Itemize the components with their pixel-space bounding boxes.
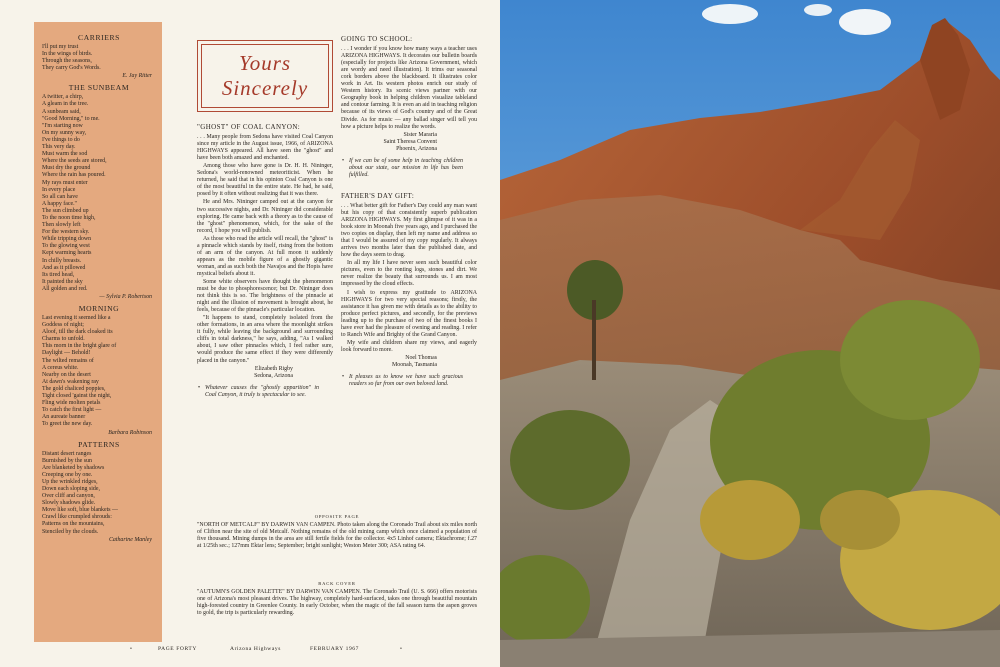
letter-signature-place: Moonah, Tasmania <box>392 361 437 368</box>
editor-note: • Whatever causes the "ghostly apparition" in Coal Canyon, it truly is spectacular to see. <box>205 385 319 399</box>
letter-paragraph: Some white observers have thought the phenomenon must be due to phosphorescence; but Dr. Nininger does not think this is so. The brightness of the pinnacle at night and the illusion of movement is brought about, he feels, because of the pinnacle's particular location. <box>197 278 333 314</box>
golden-shrub <box>820 490 900 550</box>
letter-heading-school: GOING TO SCHOOL: <box>341 35 413 43</box>
poem-author-patterns: Catharine Manley <box>108 536 152 543</box>
poem-text-patterns: Distant desert ranges Burnished by the sun Are blanketed by shadows Creeping one by one. Up the wrinkled ridges, Down each sloping side, Over cliff and canyon, Slowly shadows glide. Move like soft, blue blankets — Crawl like crumpled shrouds: Patterns on the mountains, Stenciled by the clouds. <box>42 450 118 535</box>
footer-magazine-name: Arizona Highways <box>230 646 281 652</box>
poem-text-sunbeam: A twitter, a chirp, A gleam in the tree. A sunbeam said, "Good Morning," to me. "I'm starting now On my sunny way, I've things to do This very day. Must warm the sod Where the seeds are stored, Must dry the ground Where the rain has poured. My rays must enter In every place So all can have A happy face." The sun climbed up To the noon time high, Then slowly left For the western sky. While tripping down To the glowing west Kept warming hearts In chilly breasts. And as it pillowed Its tired head, It painted the sky All golden and red. <box>42 94 107 292</box>
caption-text: "AUTUMN'S GOLDEN PALETTE" BY DARWIN VAN CAMPEN. The Coronado Trail (U. S. 666) offers motorists one of Arizona's most pleasant drives. The highway, completely hard-surfaced, takes one through beautiful mountain high-forested country in Greenlee County. In early October, when the magic of the fall season turns the aspen groves to gold, the trip is particularly rewarding. <box>197 589 477 617</box>
footer-page-number: PAGE FORTY <box>158 646 197 652</box>
canyon-landscape-image <box>500 0 1000 667</box>
opposite-page-caption-block <box>197 513 477 550</box>
cloud <box>839 9 891 35</box>
footer-date: FEBRUARY 1967 <box>310 646 360 652</box>
shrub <box>840 300 980 420</box>
poetry-sidebar <box>34 22 162 642</box>
footer-bullet: • <box>400 646 403 652</box>
landscape-photo <box>500 0 1000 667</box>
footer-bullet: • <box>130 646 133 652</box>
poem-text-carriers: I'll put my trust In the wings of birds. Through the seasons, They carry God's Words. <box>42 44 101 72</box>
letter-signature-org: Saint Theresa Convent <box>383 138 437 145</box>
back-cover-caption-block <box>197 580 477 617</box>
section-title-line2: Sincerely <box>221 76 309 100</box>
letter-paragraph: As those who read the article will recall, the "ghost" is a pinnacle which stands by itself, rising from the bottom of an arm of the canyon. At full moon it suddenly appears as the mobile figure of a ghostly gigantic woman, and as such both the Navajos and the Hopis have mystical beliefs about it. <box>197 235 333 277</box>
poem-text-morning: Last evening it seemed like a Goddess of night; Aloof, till the dark cloaked its Charms to unfold. This morn in the bright glare of Daylight — Behold! The wilted remains of A cereus white. Nearby on the desert At dawn's wakening ray The gold chaliced poppies, Tight closed 'gainst the night, Fling wide molten petals To catch the first light — An aureate banner To greet the new day. <box>42 315 117 428</box>
caption-text: "NORTH OF METCALF" BY DARWIN VAN CAMPEN. Photo taken along the Coronado Trail about six miles north of Clifton near the site of old Metcalf. Nothing remains of the old mining camp which once claimed a population of five thousand. Mining dumps in the area are still fertile fields for the collector. 4x5 Linhof camera; Ektachrome; f.27 at 1/25th sec.; 127mm Ektar lens; September; bright sunlight; Weston Meter 300; ASA rating 64. <box>197 522 477 550</box>
letter-signature-name: Sister Mararia <box>403 131 437 138</box>
cloud <box>702 4 758 24</box>
section-title-box <box>197 40 333 112</box>
golden-shrub <box>700 480 800 560</box>
letter-paragraph: . . . I wonder if you know how many ways a teacher uses ARIZONA HIGHWAYS. It decorates our bulletin boards (especially for projects like Arizona Government, which are wordy and need illustration). It trims our seasonal cork borders above the blackboard. It illustrates color work in Art. Its western photos enrich our study of Western history. Its scenic views partner with our Geography book in helping children visualize tableland and contour farming. It is even an aid in teaching religion because of its views of God's country and of the Great Divide. As for music — any ballad singer will tell you how a picture helps to realize the words. <box>341 46 477 130</box>
letter-paragraph: He and Mrs. Nininger camped out at the canyon for two successive nights, and Dr. Nininger did considerable exploring. He came back with a theory as to the cause of the "ghost" phenomenon, which, for the sake of the record, I hope you will publish. <box>197 199 333 234</box>
section-title-line1: Yours <box>238 51 292 75</box>
letter-paragraph: . . . What better gift for Father's Day could any man want but his copy of that consistently superb publication ARIZONA HIGHWAYS. My first glimpse of it was in a book store in Moonah five years ago, and I purchased the two copies on display, then left my name and address so that I would be assured of my copy regularly. It always arrives two months later than the published date, and how the days seem to drag. <box>341 202 477 259</box>
letter-heading-ghost: "GHOST" OF COAL CANYON: <box>197 123 301 131</box>
letter-paragraph: I wish to express my gratitude to ARIZONA HIGHWAYS for two very special reasons; firstly, the assistance it has given me with details as to the ability to produce perfect pictures, and secondly, for the previews leading up to the purchase of two of the finest books I have ever had the pleasure of owning and reading. I refer to Ranch Wife and Brighty of the Grand Canyon. <box>341 289 477 338</box>
poem-title-patterns: PATTERNS <box>78 439 120 449</box>
poem-title-sunbeam: THE SUNBEAM <box>68 83 130 93</box>
poem-title-carriers: CARRIERS <box>78 33 120 42</box>
letter-signature-place: Phoenix, Arizona <box>396 145 437 152</box>
poem-author-sunbeam: — Sylvia P. Robertson <box>99 294 152 300</box>
editor-note: • If we can be of some help in teaching children about our state, our mission in life has been fulfilled. <box>349 158 463 179</box>
poem-author-carriers: E. Jay Ritter <box>122 73 152 80</box>
poem-author-morning: Barbara Robinson <box>108 429 152 436</box>
caption-label: BACK COVER <box>318 581 356 586</box>
poem-title-morning: MORNING <box>78 304 120 313</box>
tree-trunk <box>592 300 596 380</box>
letter-paragraph: In all my life I have never seen such beautiful color pictures, even to the ronting logs, stones and dirt. We never realize the beauty that surrounds us. I am most impressed by the cloud effects. <box>341 260 477 288</box>
letter-paragraph: . . . Many people from Sedona have visited Coal Canyon since my article in the August issue, 1966, of ARIZONA HIGHWAYS appeared. All have seen the "ghost" and have been both amazed and enchanted. <box>197 134 333 162</box>
letters-column-1 <box>197 118 333 399</box>
letter-heading-fathers-day: FATHER'S DAY GIFT: <box>341 191 415 200</box>
caption-label: OPPOSITE PAGE <box>314 514 360 519</box>
letter-paragraph: "It happens to stand, completely isolated from the other formations, in an area where the moonlight strikes it fully, while leaving the background and surrounding cliffs in total darkness," he says, adding, "As I walked about, I saw other pinnacles which, I feel rather sure, would produce the same effect if they were differently placed in the canyon." <box>197 315 333 364</box>
editor-note: • It pleases us to know we have such gracious readers so far from our own beloved land. <box>349 374 463 388</box>
shrub <box>510 410 630 510</box>
letter-paragraph: Among those who have gone is Dr. H. H. Nininger, Sedona's world-renowned meteoriticist. When he returned, he said that in his opinion Coal Canyon is one of the most beautiful in the entire state. He had, he said, posed by it often without realizing that it was there. <box>197 163 333 198</box>
letters-column-2 <box>341 36 477 388</box>
cloud <box>804 4 832 16</box>
letter-signature-name: Noel Thomas <box>405 354 437 361</box>
letter-signature-place: Sedona, Arizona <box>254 372 293 379</box>
letter-signature-name: Elizabeth Rigby <box>254 365 293 372</box>
letter-paragraph: My wife and children share my views, and eagerly look forward to more. <box>341 339 477 353</box>
